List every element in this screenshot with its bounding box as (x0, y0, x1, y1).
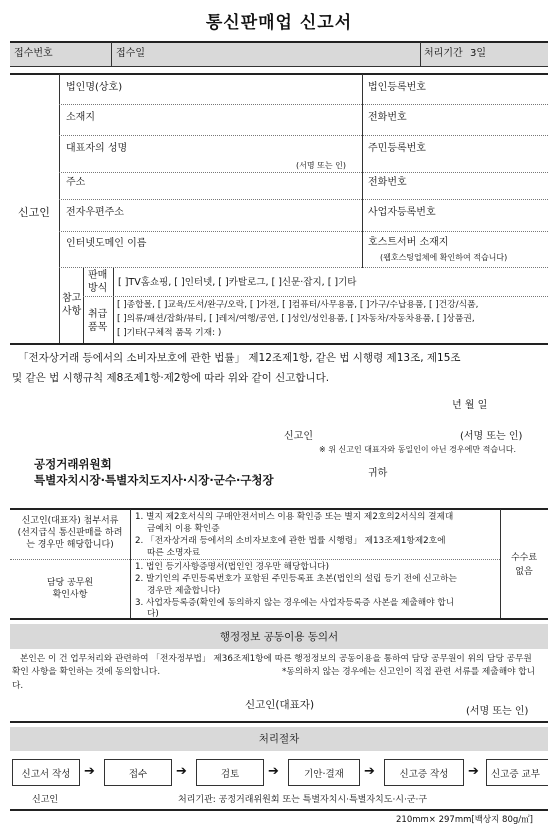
host-label: 호스트서버 소재지 (368, 237, 449, 248)
reference-label-2: 사항 (62, 306, 82, 317)
items-label-2: 품목 (88, 322, 108, 333)
items-options-1: [ ]종합몰, [ ]교육/도서/완구/오락, [ ]가전, [ ]컴퓨터/사무용품, [ ]가구/수납용품, [ ]건강/식품, (117, 300, 479, 310)
receipt-date-label: 접수일 (116, 48, 145, 59)
consent-text-2b: *동의하지 않는 경우에는 신고인이 직접 관련 서류를 제출해야 합니 (282, 667, 536, 677)
items-label-1: 취급 (88, 309, 108, 320)
form-title: 통신판매업 신고서 (205, 13, 353, 33)
paper-spec: 210mm× 297mm[백상지 80g/㎡] (396, 815, 533, 825)
arrow-icon: ➔ (268, 764, 279, 779)
arrow-icon: ➔ (176, 764, 187, 779)
official-label-2: 확인사항 (52, 590, 88, 600)
consent-text-2a: 확인 사항을 확인하는 것에 동의합니다. (12, 667, 161, 677)
address-label: 소재지 (66, 112, 95, 123)
email-label: 전자우편주소 (66, 207, 124, 218)
rep-sign-note: (서명 또는 인) (296, 161, 346, 170)
consent-sign: (서명 또는 인) (466, 706, 529, 717)
fee-value: 없음 (515, 567, 533, 577)
receipt-number-label: 접수번호 (14, 48, 53, 59)
recipient-honorific: 귀하 (368, 468, 388, 479)
recipient-line-1: 공정거래위원회 (34, 457, 112, 471)
step-review: 검토 (196, 759, 264, 786)
recipient-line-2: 특별자치시장·특별자치도지사·시장·군수·구청장 (34, 473, 274, 487)
phone-label-1: 전화번호 (368, 112, 407, 123)
items-options-2: [ ]의류/패션/잡화/뷰티, [ ]레저/여행/공연, [ ]성인/성인용품, [ ]자동차/자동차용품, [ ]상품권, (117, 314, 475, 324)
submit-doc-1a: 1. 별지 제2호서식의 구매안전서비스 이용 확인증 또는 별지 제2호의2서식의 결제대 (135, 512, 454, 522)
official-doc-2a: 2. 발기인의 주민등록번호가 포함된 주민등록표 초본(법인의 설립 등기 전에 신고하는 (135, 574, 457, 584)
official-doc-1: 1. 법인 등기사항증명서(법인인 경우만 해당합니다) (135, 562, 329, 572)
biz-reg-label: 사업자등록번호 (368, 207, 436, 218)
sales-method-label-2: 방식 (88, 283, 108, 294)
consent-text-1: 본인은 이 건 업무처리와 관련하여 「전자정부법」 제36조제1항에 따른 행정정보의 공동이용을 통하여 담당 공무원이 위의 담당 공무원 (20, 654, 532, 664)
reference-label-1: 참고 (62, 293, 82, 304)
declaration-applicant: 신고인 (284, 431, 313, 442)
declaration-line-1: 「전자상거래 등에서의 소비자보호에 관한 법률」 제12조제1항, 같은 법 시행령 제13조, 제15조 (18, 352, 461, 364)
applicant-section-label: 신고인 (18, 206, 50, 219)
official-doc-3a: 3. 사업자등록증(확인에 동의하지 않는 경우에는 사업자등록증 사본을 제출해야 합니 (135, 598, 455, 608)
declaration-sign: (서명 또는 인) (460, 431, 523, 442)
items-options-3: [ ]기타(구체적 품목 기재: ) (117, 328, 222, 338)
step-issue: 신고증 교부 (486, 759, 548, 786)
rep-name-label: 대표자의 성명 (66, 143, 128, 154)
step-apply: 신고서 작성 (12, 759, 80, 786)
official-doc-3b: 다) (147, 609, 159, 619)
procedure-sub-right: 처리기관: 공정거래위원회 또는 특별자치시·특별자치도·시·군·구 (178, 795, 428, 805)
declaration-date: 년 월 일 (452, 400, 488, 411)
step-receipt: 접수 (104, 759, 172, 786)
submit-docs-label-1: 신고인(대표자) 첨부서류 (21, 516, 119, 526)
resident-no-label: 주민등록번호 (368, 143, 426, 154)
host-note: (웹호스팅업체에 확인하여 적습니다) (380, 253, 508, 262)
submit-doc-2a: 2. 「전자상거래 등에서의 소비자보호에 관한 법률 시행령」 제13조제1항제2호에 (135, 536, 446, 546)
sales-method-options: [ ]TV홈쇼핑, [ ]인터넷, [ ]카탈로그, [ ]신문·잡지, [ ]기타 (118, 277, 357, 288)
declaration-note: ※ 위 신고인 대표자와 동일인이 아닌 경우에만 적습니다. (319, 445, 517, 454)
declaration-line-2: 및 같은 법 시행규칙 제8조제1항·제2항에 따라 위와 같이 신고합니다. (12, 372, 330, 384)
procedure-header-text: 처리절차 (258, 733, 300, 745)
step-approval: 기안·결재 (288, 759, 360, 786)
domain-label: 인터넷도메인 이름 (66, 238, 147, 249)
rep-address-label: 주소 (66, 177, 86, 188)
consent-header-text: 행정정보 공동이용 동의서 (219, 631, 339, 643)
step-certificate: 신고증 작성 (384, 759, 464, 786)
receipt-row (10, 42, 548, 66)
processing-period-value: 3일 (470, 48, 487, 59)
sales-method-label-1: 판매 (88, 270, 108, 281)
submit-docs-label-2: (선지급식 통신판매를 하려 (17, 528, 123, 538)
official-doc-2b: 경우만 제출합니다) (147, 586, 221, 596)
arrow-icon: ➔ (468, 764, 479, 779)
submit-doc-1b: 금예치 이용 확인증 (147, 524, 220, 534)
submit-docs-label-3: 는 경우만 해당합니다) (26, 540, 114, 550)
consent-signer: 신고인(대표자) (245, 699, 315, 711)
official-label-1: 담당 공무원 (46, 578, 94, 588)
corp-name-label: 법인명(상호) (66, 82, 123, 93)
submit-doc-2b: 따른 소명자료 (147, 548, 201, 558)
corp-reg-label: 법인등록번호 (368, 82, 426, 93)
fee-label: 수수료 (510, 553, 538, 563)
consent-text-3: 다. (12, 681, 24, 691)
arrow-icon: ➔ (364, 764, 375, 779)
processing-period-label: 처리기간 (424, 48, 463, 59)
arrow-icon: ➔ (84, 764, 95, 779)
procedure-sub-left: 신고인 (32, 795, 59, 805)
phone-label-2: 전화번호 (368, 177, 407, 188)
